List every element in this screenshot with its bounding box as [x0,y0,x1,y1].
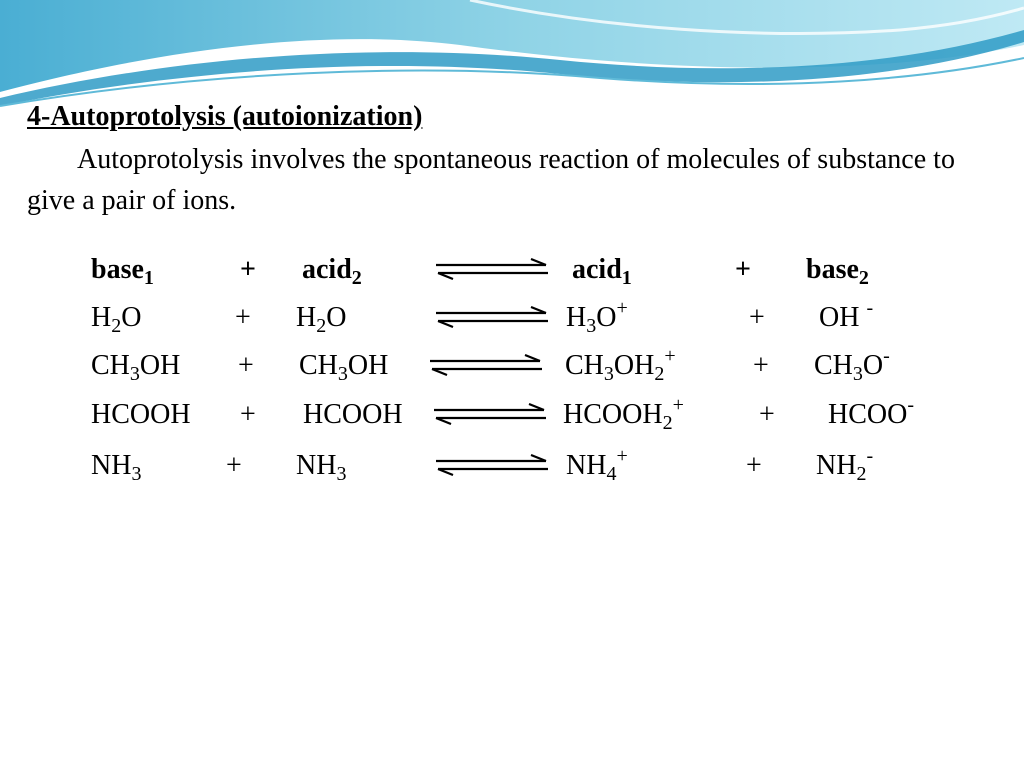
equilibrium-arrow-icon [430,403,550,425]
product-base: $CH_3O^-$ [814,345,890,385]
plus-sign: + [226,450,242,481]
plus-sign: + [746,450,762,481]
reactant-base: $H_2O$ [91,302,142,337]
plus-sign: + [735,254,751,285]
reactant-base: $NH_3$ [91,450,142,485]
product-base: OH - [819,297,874,333]
label-acid1: acid$_1$ [572,254,632,289]
equation-header-row [0,252,1024,300]
product-base: HCOO- [828,394,915,430]
plus-sign: + [238,350,254,381]
plus-sign: + [240,254,256,285]
label-acid2: acid$_2$ [302,254,362,289]
label-base1: base$_1$ [91,254,154,289]
reactant-acid: $NH_3$ [296,450,347,485]
product-acid: $H_3O^+$ [566,297,628,337]
equation-row-ammonia [0,445,1024,496]
intro-paragraph: Autoprotolysis involves the spontaneous reaction of molecules of substance to give a pair of ions. [27,144,955,216]
equilibrium-arrow-icon [432,306,552,328]
slide-title: 4-Autoprotolysis (autoionization) [27,101,423,132]
label-base2: base$_2$ [806,254,869,289]
equation-row-formic-acid [0,394,1024,445]
plus-sign: + [759,399,775,430]
equation-row-water [0,297,1024,348]
equilibrium-arrow-icon [432,454,552,476]
reactant-acid: $CH_3OH$ [299,350,389,385]
product-acid: $CH_3OH_2^+$ [565,345,676,385]
equilibrium-arrow-icon [432,258,552,280]
reactant-base: $CH_3OH$ [91,350,181,385]
plus-sign: + [749,302,765,333]
reactant-acid: $H_2O$ [296,302,347,337]
product-base: $NH_2^-$ [816,445,874,485]
reactant-acid: HCOOH [303,399,403,430]
product-acid: $HCOOH_2^+$ [563,394,684,434]
equation-row-methanol [0,345,1024,396]
plus-sign: + [240,399,256,430]
plus-sign: + [753,350,769,381]
equilibrium-arrow-icon [426,354,546,376]
reactant-base: HCOOH [91,399,191,430]
product-acid: $NH_4^+$ [566,445,628,485]
plus-sign: + [235,302,251,333]
